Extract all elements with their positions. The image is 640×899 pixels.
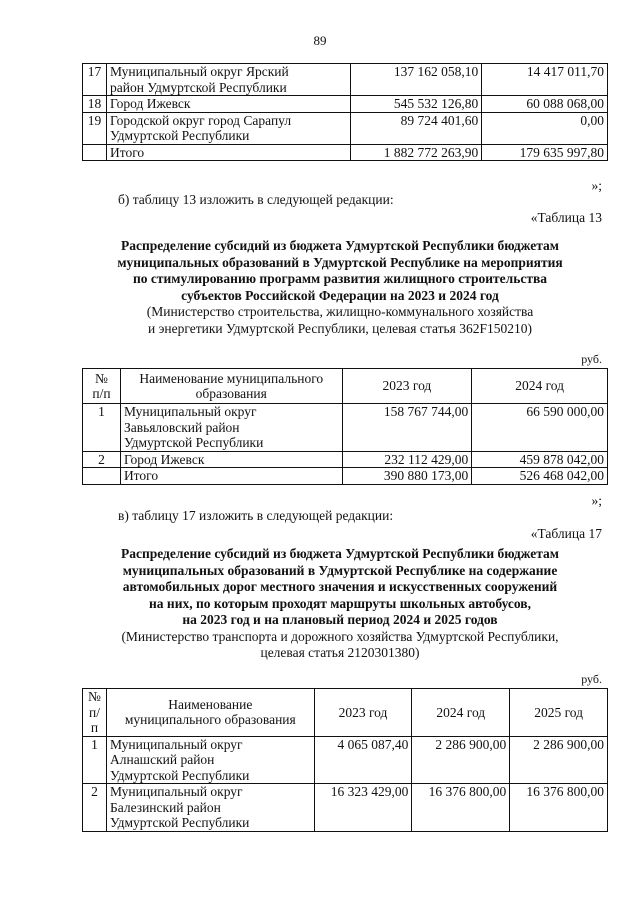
row-value-2: 526 468 042,00 xyxy=(472,468,608,485)
row-name xyxy=(106,144,350,161)
row-name xyxy=(106,64,350,96)
row-name-line: Городской округ город Сарапул xyxy=(109,112,292,128)
title-line: муниципальных образований в Удмуртской Республике на содержание xyxy=(122,562,558,578)
header-year-2023: 2023 год xyxy=(342,369,472,404)
row-value-2: 66 590 000,00 xyxy=(472,404,608,452)
row-value-1: 89 724 401,60 xyxy=(350,112,482,144)
row-number xyxy=(83,468,121,485)
table-row xyxy=(83,784,608,832)
row-name-line: Завьяловский район xyxy=(123,419,240,435)
row-name xyxy=(120,451,342,468)
instruction-v: в) таблицу 17 изложить в следующей редакции: xyxy=(118,508,394,523)
row-name-line: Муниципальный округ xyxy=(109,784,243,799)
table-label-13: «Таблица 13 xyxy=(530,210,602,225)
title-line: по стимулированию программ развития жилищного строительства xyxy=(132,271,548,286)
row-value-1: 1 882 772 263,90 xyxy=(350,144,482,161)
row-name xyxy=(106,784,314,832)
title-table-13 xyxy=(60,238,620,337)
row-number xyxy=(83,144,107,161)
title-line: на них, по которым проходят маршруты школьных автобусов, xyxy=(149,595,531,611)
table-row-total xyxy=(83,144,608,161)
title-line: на 2023 год и на плановый период 2024 и 2025 годов xyxy=(182,612,498,627)
header-number xyxy=(83,369,121,404)
header-line: № xyxy=(88,689,101,704)
row-value-1: 4 065 087,40 xyxy=(314,736,412,784)
header-line: № xyxy=(95,370,108,386)
row-value-1: 137 162 058,10 xyxy=(350,64,482,96)
row-name-line: Балезинский район xyxy=(109,799,221,815)
header-year-2025: 2025 год xyxy=(510,689,608,737)
row-value-1: 232 112 429,00 xyxy=(342,451,472,468)
row-name-line: Алнашский район xyxy=(109,752,215,767)
header-year-2023: 2023 год xyxy=(314,689,412,737)
header-year-2024: 2024 год xyxy=(472,369,608,404)
row-value-2: 179 635 997,80 xyxy=(482,144,608,161)
table-row xyxy=(83,736,608,784)
title-table-17 xyxy=(60,546,620,662)
row-name-line: Итого xyxy=(109,144,145,160)
row-name-line: Муниципальный округ xyxy=(123,404,257,419)
table-17 xyxy=(82,688,608,832)
row-name-line: Город Ижевск xyxy=(123,451,205,467)
row-value-1: 158 767 744,00 xyxy=(342,404,472,452)
table-prev xyxy=(82,63,608,161)
header-name xyxy=(106,689,314,737)
row-number: 1 xyxy=(83,404,121,452)
row-name-line: Муниципальный округ Ярский xyxy=(109,64,289,79)
row-value-2: 0,00 xyxy=(482,112,608,144)
row-value-2: 459 878 042,00 xyxy=(472,451,608,468)
row-name-line: Удмуртской Республики xyxy=(109,128,250,143)
subtitle-line: (Министерство транспорта и дорожного хозяйства Удмуртской Республики, xyxy=(121,628,559,644)
row-value-1: 16 323 429,00 xyxy=(314,784,412,832)
row-name-line: Удмуртской Республики xyxy=(109,767,250,783)
title-line: субъектов Российской Федерации на 2023 и 2024 год xyxy=(181,287,499,303)
row-name xyxy=(106,112,350,144)
header-name xyxy=(120,369,342,404)
row-number: 2 xyxy=(83,784,107,832)
title-line: Распределение субсидий из бюджета Удмуртской Республики бюджетам xyxy=(120,546,560,561)
header-number xyxy=(83,689,107,737)
subtitle-line: целевая статья 2120301380) xyxy=(260,645,420,660)
row-value-3: 16 376 800,00 xyxy=(510,784,608,832)
table-13 xyxy=(82,368,608,485)
row-value-3: 2 286 900,00 xyxy=(510,736,608,784)
table-row xyxy=(83,112,608,144)
title-line: муниципальных образований в Удмуртской Республике на мероприятия xyxy=(117,254,563,270)
table-header-row xyxy=(83,369,608,404)
row-number: 2 xyxy=(83,451,121,468)
unit-label: руб. xyxy=(581,352,602,366)
header-line: п/п xyxy=(89,704,100,735)
header-line: муниципального образования xyxy=(124,712,296,728)
row-value-2: 60 088 068,00 xyxy=(482,96,608,113)
subtitle-line: и энергетики Удмуртской Республики, целевая статья 362F150210) xyxy=(148,320,532,336)
row-name-line: Удмуртской Республики xyxy=(109,815,250,830)
header-line: образования xyxy=(195,386,267,401)
closing-quote: »; xyxy=(591,493,602,508)
row-number: 17 xyxy=(83,64,107,96)
header-year-2024: 2024 год xyxy=(412,689,510,737)
table-label-17: «Таблица 17 xyxy=(530,526,602,541)
table-header-row xyxy=(83,689,608,737)
unit-label: руб. xyxy=(581,672,602,686)
row-value-2: 16 376 800,00 xyxy=(412,784,510,832)
row-number: 18 xyxy=(83,96,107,113)
subtitle-line: (Министерство строительства, жилищно-коммунального хозяйства xyxy=(146,304,534,319)
table-row xyxy=(83,404,608,452)
closing-quote: »; xyxy=(591,178,602,193)
row-value-2: 2 286 900,00 xyxy=(412,736,510,784)
row-value-2: 14 417 011,70 xyxy=(482,64,608,96)
row-name xyxy=(120,468,342,485)
title-line: Распределение субсидий из бюджета Удмуртской Республики бюджетам xyxy=(120,238,560,253)
header-line: п/п xyxy=(92,386,111,401)
instruction-b: б) таблицу 13 изложить в следующей редакции: xyxy=(118,192,394,207)
row-name xyxy=(106,736,314,784)
row-name-line: Муниципальный округ xyxy=(109,736,243,752)
row-name-line: район Удмуртской Республики xyxy=(109,79,287,95)
row-value-1: 390 880 173,00 xyxy=(342,468,472,485)
row-name-line: Город Ижевск xyxy=(109,96,191,111)
page-number: 89 xyxy=(313,33,327,48)
row-name xyxy=(120,404,342,452)
row-name xyxy=(106,96,350,113)
table-row xyxy=(83,96,608,113)
table-row xyxy=(83,451,608,468)
row-value-1: 545 532 126,80 xyxy=(350,96,482,113)
table-row-total xyxy=(83,468,608,485)
row-name-line: Удмуртской Республики xyxy=(123,435,264,450)
header-line: Наименование xyxy=(168,696,253,712)
row-name-line: Итого xyxy=(123,468,159,483)
row-number: 19 xyxy=(83,112,107,144)
header-line: Наименование муниципального xyxy=(139,370,324,386)
row-number: 1 xyxy=(83,736,107,784)
table-row xyxy=(83,64,608,96)
title-line: автомобильных дорог местного значения и искусственных сооружений xyxy=(122,579,558,594)
